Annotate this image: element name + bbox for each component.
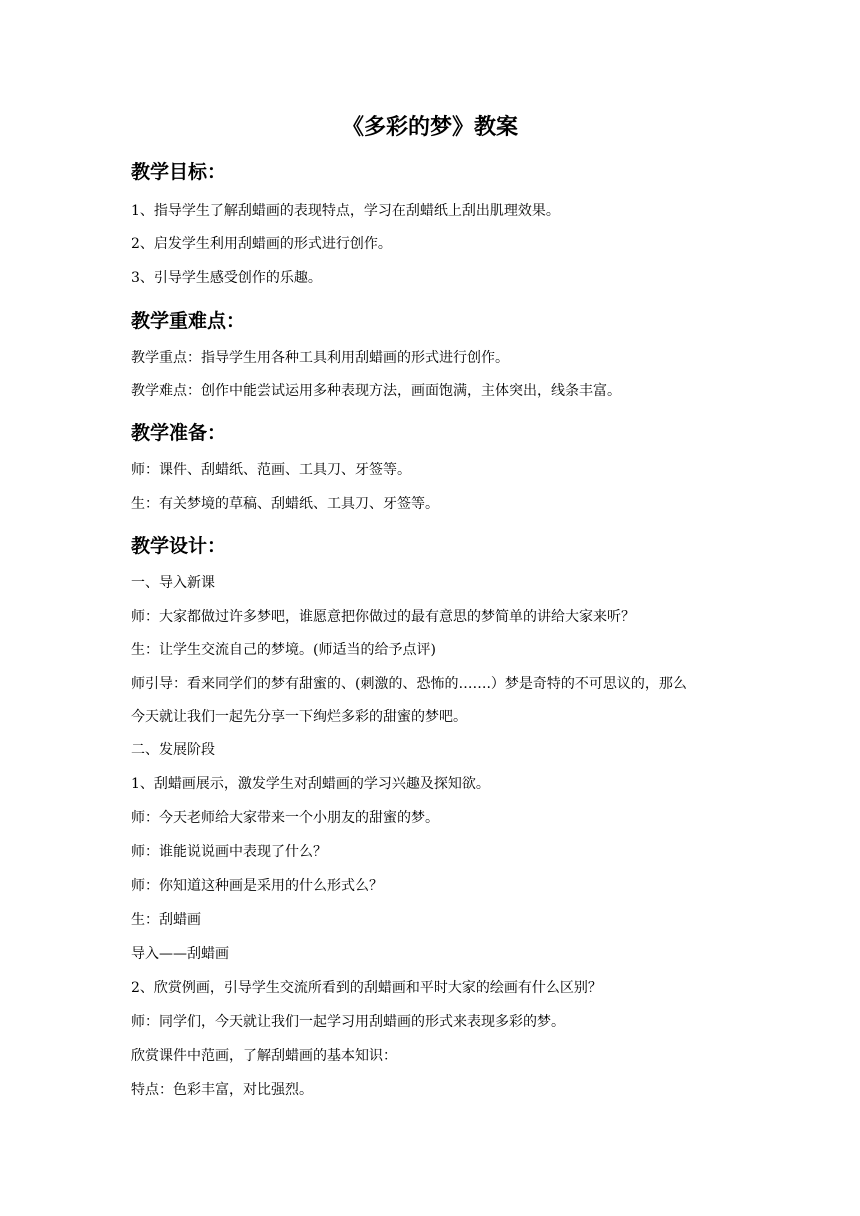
paragraph-line: 生：有关梦境的草稿、刮蜡纸、工具刀、牙签等。 bbox=[131, 496, 439, 512]
section-heading-design: 教学设计： bbox=[131, 535, 227, 557]
section-heading-key-difficulties: 教学重难点： bbox=[131, 310, 246, 332]
paragraph-line: 特点：色彩丰富，对比强烈。 bbox=[131, 1082, 313, 1098]
paragraph-line: 师：谁能说说画中表现了什么？ bbox=[131, 844, 327, 860]
paragraph-line: 教学重点：指导学生用各种工具利用刮蜡画的形式进行创作。 bbox=[131, 350, 509, 366]
paragraph-line: 师：同学们，今天就让我们一起学习用刮蜡画的形式来表现多彩的梦。 bbox=[131, 1014, 565, 1030]
paragraph-line: 二、发展阶段 bbox=[131, 742, 215, 758]
paragraph-line: 师：今天老师给大家带来一个小朋友的甜蜜的梦。 bbox=[131, 810, 439, 826]
paragraph-line: 生：刮蜡画 bbox=[131, 912, 201, 928]
paragraph-line: 师：你知道这种画是采用的什么形式么？ bbox=[131, 878, 383, 894]
paragraph-line: 生：让学生交流自己的梦境。(师适当的给予点评) bbox=[131, 642, 436, 658]
paragraph-line: 导入——刮蜡画 bbox=[131, 946, 229, 962]
paragraph-line: 1、指导学生了解刮蜡画的表现特点，学习在刮蜡纸上刮出肌理效果。 bbox=[131, 203, 560, 219]
paragraph-line: 2、欣赏例画，引导学生交流所看到的刮蜡画和平时大家的绘画有什么区别？ bbox=[131, 980, 602, 996]
paragraph-line: 师：大家都做过许多梦吧，谁愿意把你做过的最有意思的梦简单的讲给大家来听？ bbox=[131, 609, 635, 625]
section-heading-preparation: 教学准备： bbox=[131, 422, 227, 444]
document-title: 《多彩的梦》教案 bbox=[341, 115, 518, 140]
paragraph-line: 2、启发学生利用刮蜡画的形式进行创作。 bbox=[131, 236, 392, 252]
paragraph-line: 1、刮蜡画展示，激发学生对刮蜡画的学习兴趣及探知欲。 bbox=[131, 776, 490, 792]
section-heading-objectives: 教学目标： bbox=[131, 161, 227, 183]
paragraph-line: 教学难点：创作中能尝试运用多种表现方法，画面饱满，主体突出，线条丰富。 bbox=[131, 383, 621, 399]
paragraph-line: 师引导：看来同学们的梦有甜蜜的、(刺激的、恐怖的…….）梦是奇特的不可思议的，那么 bbox=[131, 676, 687, 692]
paragraph-line: 师：课件、刮蜡纸、范画、工具刀、牙签等。 bbox=[131, 462, 411, 478]
paragraph-line: 今天就让我们一起先分享一下绚烂多彩的甜蜜的梦吧。 bbox=[131, 709, 467, 725]
paragraph-line: 一、导入新课 bbox=[131, 575, 215, 591]
paragraph-line: 3、引导学生感受创作的乐趣。 bbox=[131, 270, 322, 286]
paragraph-line: 欣赏课件中范画，了解刮蜡画的基本知识： bbox=[131, 1048, 397, 1064]
